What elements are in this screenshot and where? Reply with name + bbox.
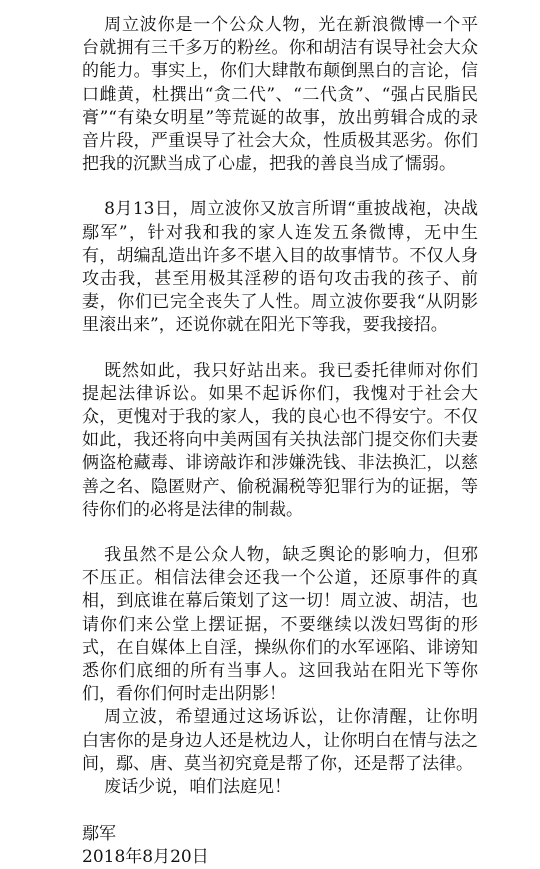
paragraph-4: 我虽然不是公众人物，缺乏舆论的影响力，但邪不压正。相信法律会还我一个公道，还原事件的真相，到底谁在幕后策划了这一切！周立波、胡洁，也请你们来公堂上摆证据，不要继续以泼妇骂街的形式，在自媒体上自淫，操纵你们的水军诬陷、诽谤知悉你们底细的所有当事人。这回我站在阳光下等你们，看你们何时走出阴影！ <box>82 545 478 705</box>
paragraph-6: 废话少说，咱们法庭见！ <box>104 777 292 798</box>
paragraph-2: 8月13日，周立波你又放言所谓“重披战袍，决战鄢军”，针对我和我的家人连发五条微博，无中生有，胡编乱造出许多不堪入目的故事情节。不仅人身攻击我，甚至用极其淫秽的语句攻击我的孩子、前妻，你们已完全丧失了人性。周立波你要我“从阴影里滚出来”，还说你就在阳光下等我，要我接招。 <box>82 199 478 336</box>
signature-name: 鄢军 <box>82 824 116 845</box>
signature-block <box>82 823 478 869</box>
paragraph-1: 周立波你是一个公众人物，光在新浪微博一个平台就拥有三千多万的粉丝。你和胡洁有误导社会大众的能力。事实上，你们大肆散布颠倒黑白的言论，信口雌黄，杜撰出“贪二代”、“二代贪”、“强占民脂民膏”“有染女明星”等荒诞的故事，放出剪辑合成的录音片段，严重误导了社会大众，性质极其恶劣。你们把我的沉默当成了心虚，把我的善良当成了懦弱。 <box>82 15 478 175</box>
letter-document <box>82 14 478 869</box>
paragraph-5: 周立波，希望通过这场诉讼，让你清醒，让你明白害你的是身边人还是枕边人，让你明白在情与法之间，鄢、唐、莫当初究竟是帮了你，还是帮了法律。 <box>82 707 478 774</box>
signature-date: 2018年8月20日 <box>82 847 209 868</box>
paragraph-3: 既然如此，我只好站出来。我已委托律师对你们提起法律诉讼。如果不起诉你们，我愧对于社会大众，更愧对于我的家人，我的良心也不得安宁。不仅如此，我还将向中美两国有关执法部门提交你们夫妻俩盗枪藏毒、诽谤敲诈和涉嫌洗钱、非法换汇，以慈善之名、隐匿财产、偷税漏税等犯罪行为的证据，等待你们的必将是法律的制裁。 <box>82 360 478 520</box>
